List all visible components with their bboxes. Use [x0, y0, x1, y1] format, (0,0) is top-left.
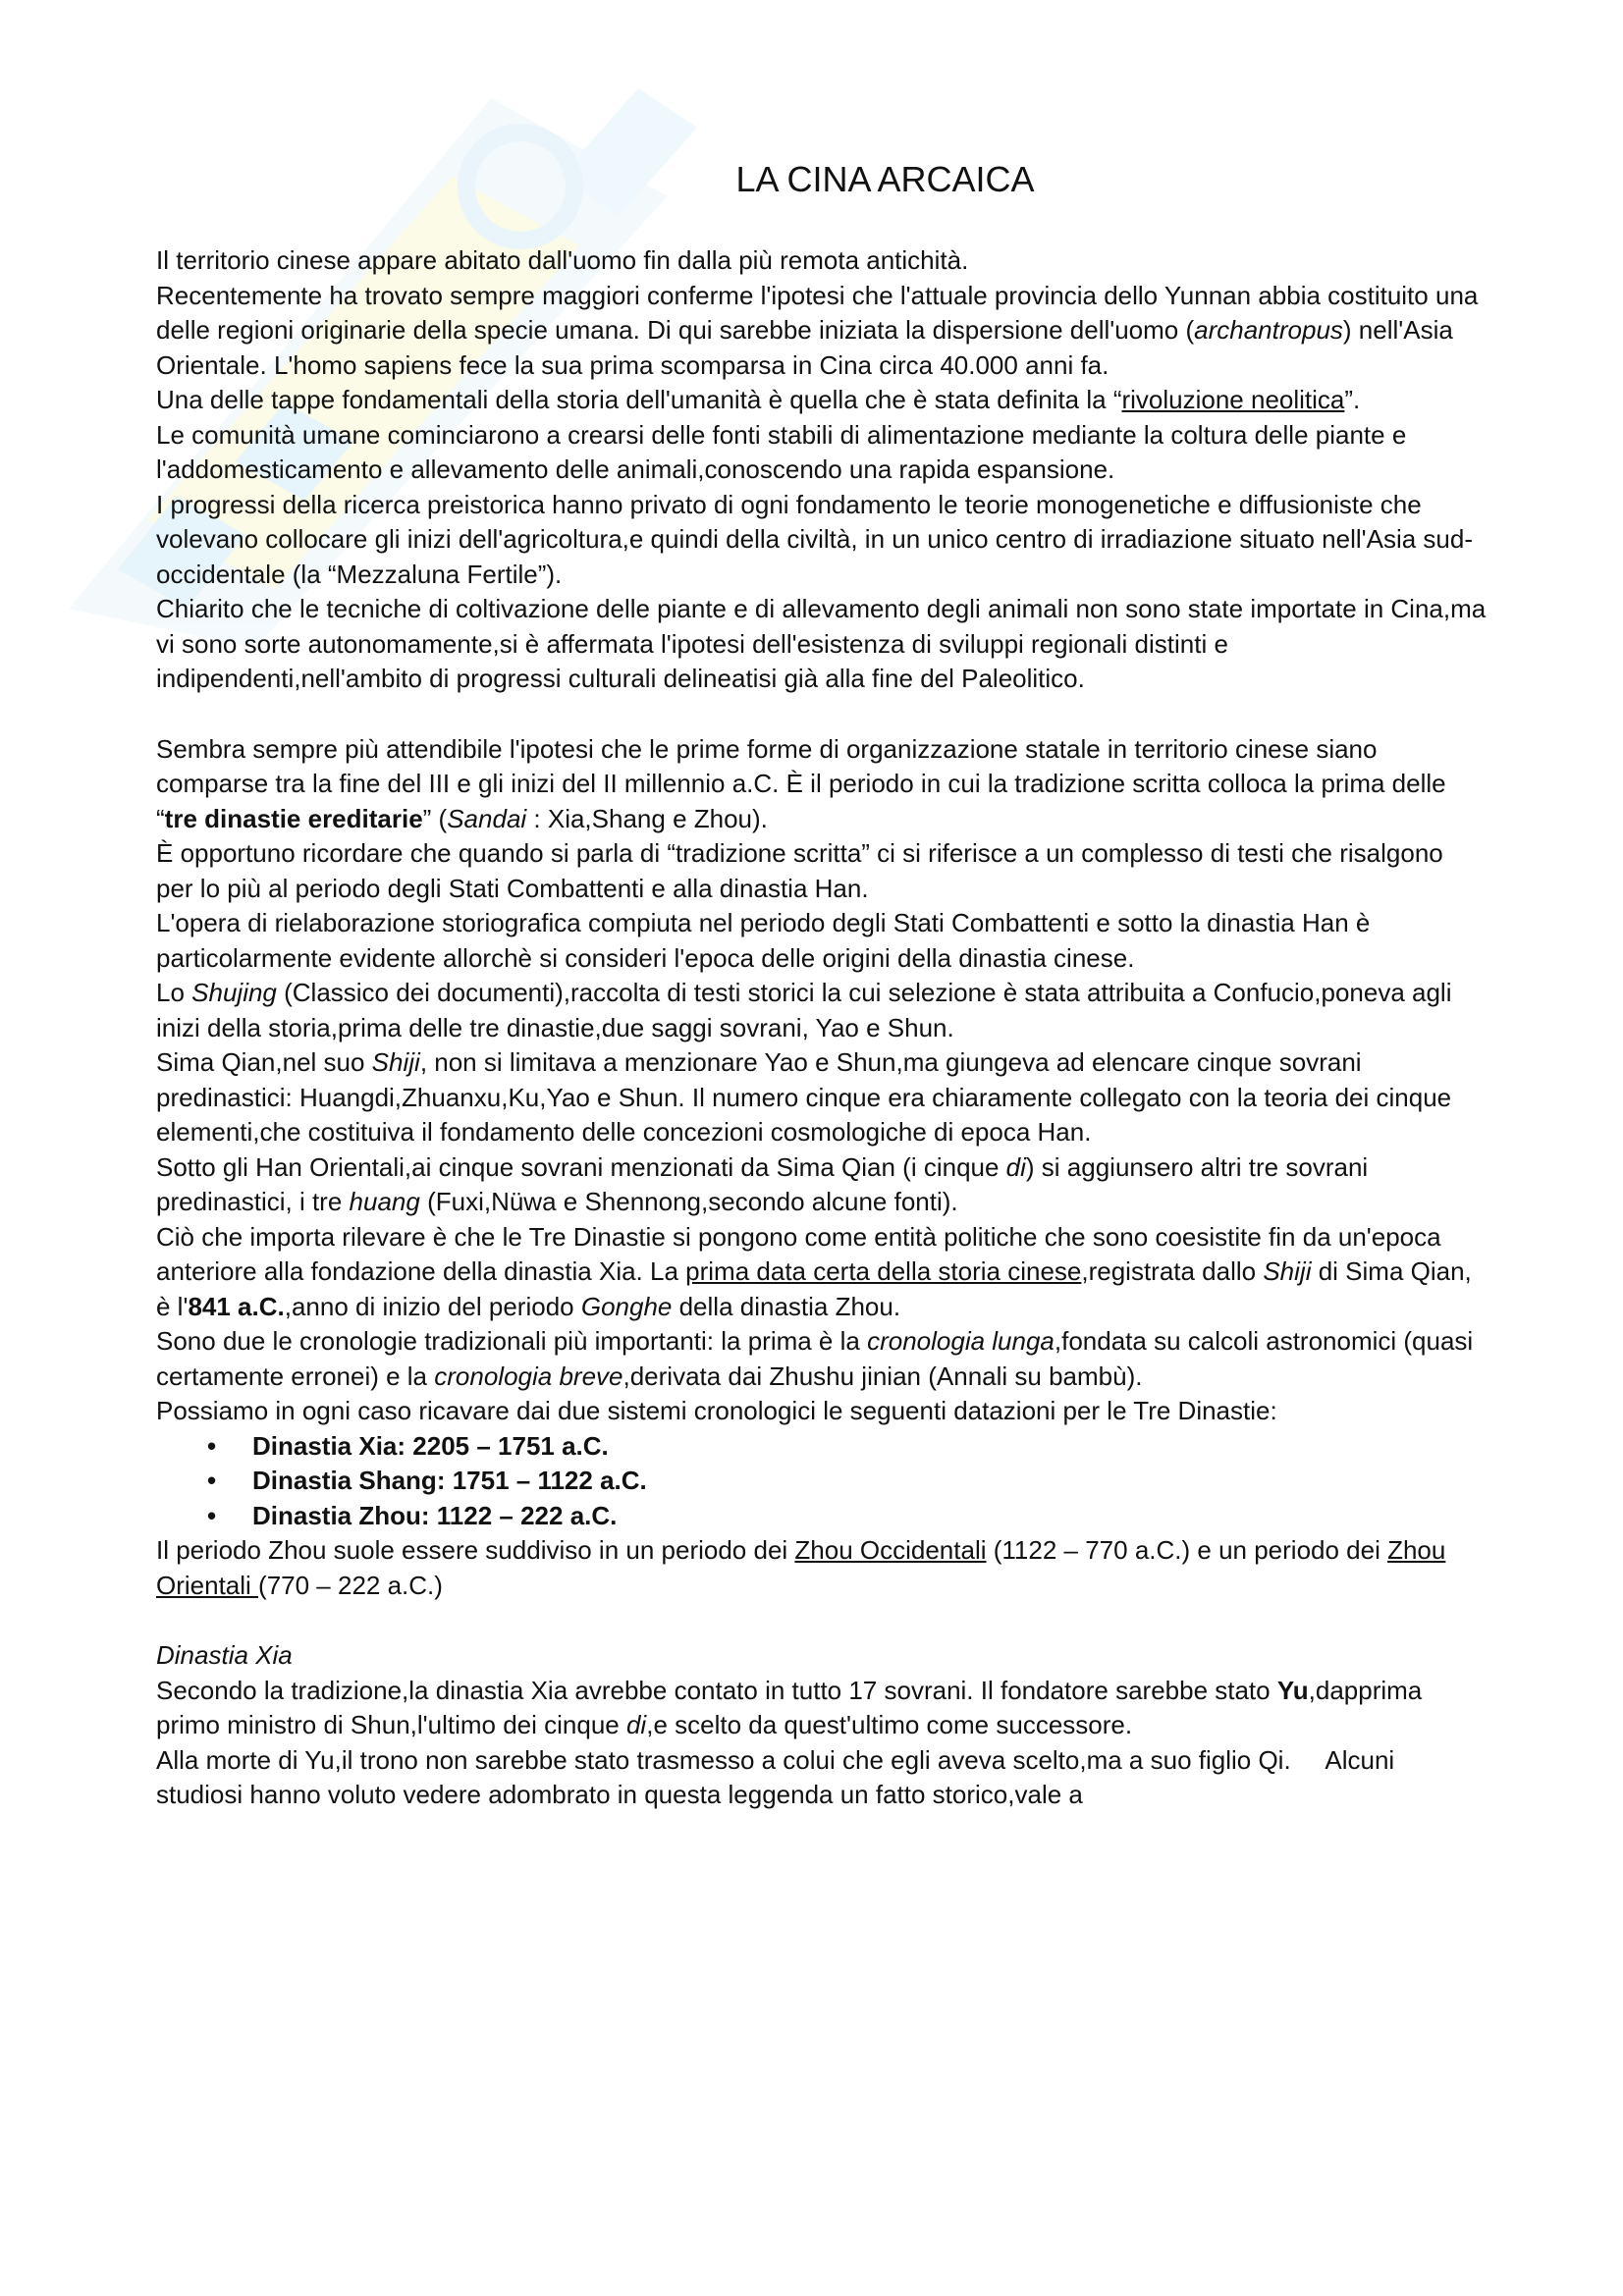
paragraph: Sembra sempre più attendibile l'ipotesi che le prime forme di organizzazione statale in territorio cinese siano comparse tra la fine del III e gli inizi del II millennio a.C. È il periodo in cui la tradizione scritta colloca la prima delle “tre dinastie ereditarie” (Sandai : Xia,Shang e Zhou). [156, 733, 1446, 833]
paragraph: Una delle tappe fondamentali della storia dell'umanità è quella che è stata definita la “rivoluzione neolitica”. [156, 385, 1361, 414]
link-zhou-orientali[interactable]: Zhou Orientali [156, 1535, 1446, 1600]
list-item: • Dinastia Shang: 1751 – 1122 a.C. [207, 1464, 1487, 1499]
paragraph: L'opera di rielaborazione storiografica compiuta nel periodo degli Stati Combattenti e sotto la dinastia Han è particolarmente evidente allorchè si consideri l'epoca delle origini della dinastia cinese. [156, 908, 1371, 973]
list-item: • Dinastia Zhou: 1122 – 222 a.C. [207, 1499, 1487, 1534]
paragraph: Il periodo Zhou suole essere suddiviso in un periodo dei Zhou Occidentali (1122 – 770 a.C.) e un periodo dei Zhou Orientali (770 – 222 a.C.) [156, 1535, 1446, 1600]
paragraph: Sono due le cronologie tradizionali più importanti: la prima è la cronologia lunga,fondata su calcoli astronomici (quasi certamente erronei) e la cronologia breve,derivata dai Zhushu jinian (Annali su bambù). [156, 1326, 1474, 1391]
paragraph: Il territorio cinese appare abitato dall'uomo fin dalla più remota antichità. [156, 245, 969, 275]
paragraph: Le comunità umane cominciarono a crearsi delle fonti stabili di alimentazione mediante la coltura delle piante e l'addomesticamento e allevamento delle animali,conoscendo una rapida espansione. [156, 419, 1407, 484]
paragraph-spacer [156, 1603, 1487, 1638]
page-title: LA CINA ARCAICA [735, 159, 1035, 199]
paragraph-spacer [156, 697, 1487, 732]
paragraph: Recentemente ha trovato sempre maggiori conferme l'ipotesi che l'attuale provincia dello Yunnan abbia costituito una delle regioni originarie della specie umana. Di qui sarebbe iniziata la dispersione dell'uomo (archantropus) nell'Asia Orientale. L'homo sapiens fece la sua prima scomparsa in Cina circa 40.000 anni fa. [156, 280, 1479, 380]
paragraph: Possiamo in ogni caso ricavare dai due sistemi cronologici le seguenti datazioni per le Tre Dinastie: [156, 1396, 1277, 1425]
paragraph: Alla morte di Yu,il trono non sarebbe stato trasmesso a colui che egli aveva scelto,ma a suo figlio Qi. Alcuni studiosi hanno voluto vedere adombrato in questa leggenda un fatto storico,vale a [156, 1744, 1402, 1809]
dynasty-list [156, 1429, 1487, 1534]
list-item: • Dinastia Xia: 2205 – 1751 a.C. [207, 1429, 1487, 1465]
paragraph: Secondo la tradizione,la dinastia Xia avrebbe contato in tutto 17 sovrani. Il fondatore sarebbe stato Yu,dapprima primo ministro di Shun,l'ultimo dei cinque di,e scelto da quest'ultimo come successore. [156, 1675, 1423, 1739]
paragraph: Chiarito che le tecniche di coltivazione delle piante e di allevamento degli animali non sono state importate in Cina,ma vi sono sorte autonomamente,si è affermata l'ipotesi dell'esistenza di sviluppi regionali distinti e indipendenti,nell'ambito di progressi culturali delineatisi già alla fine del Paleolitico. [156, 594, 1487, 693]
link-zhou-occidentali[interactable]: Zhou Occidentali [794, 1535, 987, 1565]
paragraph: Sotto gli Han Orientali,ai cinque sovrani menzionati da Sima Qian (i cinque di) si aggiunsero altri tre sovrani predinastici, i tre huang (Fuxi,Nüwa e Shennong,secondo alcune fonti). [156, 1151, 1369, 1216]
paragraph: Lo Shujing (Classico dei documenti),raccolta di testi storici la cui selezione è stata attribuita a Confucio,poneva agli inizi della storia,prima delle tre dinastie,due saggi sovrani, Yao e Shun. [156, 978, 1452, 1042]
paragraph: Ciò che importa rilevare è che le Tre Dinastie si pongono come entità politiche che sono coesistite fin da un'epoca anteriore alla fondazione della dinastia Xia. La prima data certa della storia cinese,registrata dallo Shiji di Sima Qian, è l'841 a.C.,anno di inizio del periodo Gonghe della dinastia Zhou. [156, 1221, 1472, 1321]
link-rivoluzione-neolitica[interactable]: rivoluzione neolitica [1121, 385, 1345, 414]
paragraph: È opportuno ricordare che quando si parla di “tradizione scritta” ci si riferisce a un complesso di testi che risalgono per lo più al periodo degli Stati Combattenti e alla dinastia Han. [156, 838, 1443, 903]
paragraph: Sima Qian,nel suo Shiji, non si limitava a menzionare Yao e Shun,ma giungeva ad elencare cinque sovrani predinastici: Huangdi,Zhuanxu,Ku,Yao e Shun. Il numero cinque era chiaramente collegato con la teoria dei cinque elementi,che costituiva il fondamento delle concezioni cosmologiche di epoca Han. [156, 1047, 1452, 1147]
link-prima-data-certa[interactable]: prima data certa della storia cinese [685, 1256, 1082, 1286]
paragraph: I progressi della ricerca preistorica hanno privato di ogni fondamento le teorie monogenetiche e diffusioniste che volevano collocare gli inizi dell'agricoltura,e quindi della civiltà, in un unico centro di irradiazione situato nell'Asia sud-occidentale (la “Mezzaluna Fertile”). [156, 489, 1473, 589]
document-body [156, 157, 1487, 1813]
section-heading-xia: Dinastia Xia [156, 1640, 293, 1670]
